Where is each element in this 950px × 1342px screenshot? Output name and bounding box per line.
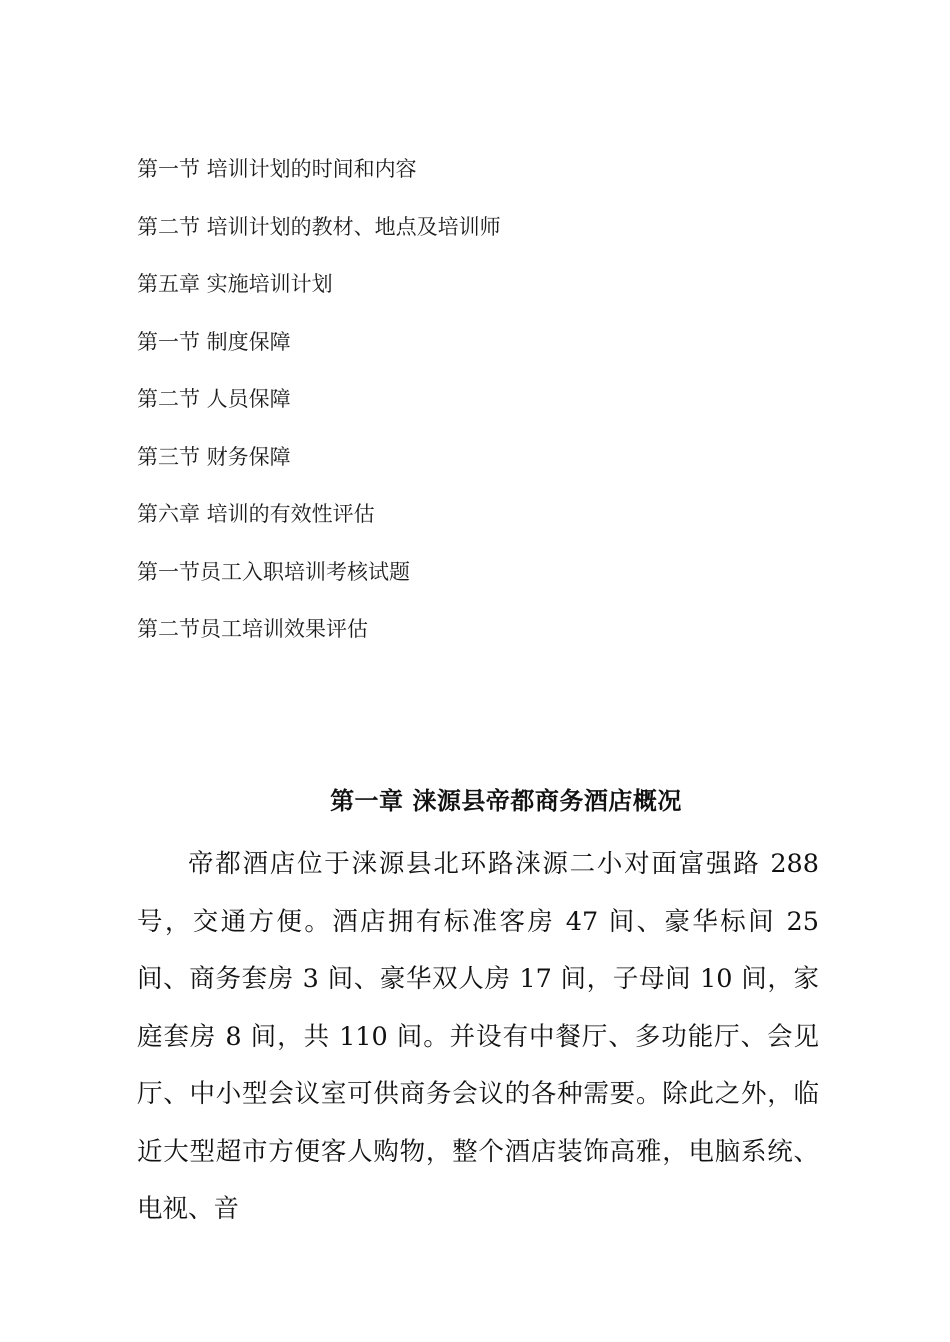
toc-item: 第二节 人员保障 <box>137 387 291 411</box>
table-of-contents <box>137 155 837 673</box>
toc-item: 第一节 制度保障 <box>137 329 291 354</box>
toc-item: 第六章 培训的有效性评估 <box>137 502 375 526</box>
body-paragraph: 帝都酒店位于涞源县北环路涞源二小对面富强路 288 号，交通方便。酒店拥有标准客房 47 间、豪华标间 25 间、商务套房 3 间、豪华双人房 17 间，子母间 10 间，家庭套房 8 间，共 110 间。并设有中餐厅、多功能厅、会见厅、中小型会议室可供商务会议的各种需要。除此之外，临近大型超市方便客人购物，整个酒店装饰高雅，电脑系统、电视、音 <box>137 849 819 1224</box>
toc-item: 第一节 培训计划的时间和内容 <box>137 157 417 181</box>
toc-item: 第二节 培训计划的教材、地点及培训师 <box>137 214 501 239</box>
toc-item: 第一节员工入职培训考核试题 <box>137 559 410 584</box>
toc-item: 第五章 实施培训计划 <box>137 272 333 296</box>
chapter-heading: 第一章 涞源县帝都商务酒店概况 <box>330 786 682 815</box>
toc-item: 第二节员工培训效果评估 <box>137 617 368 641</box>
toc-item: 第三节 财务保障 <box>137 444 291 469</box>
